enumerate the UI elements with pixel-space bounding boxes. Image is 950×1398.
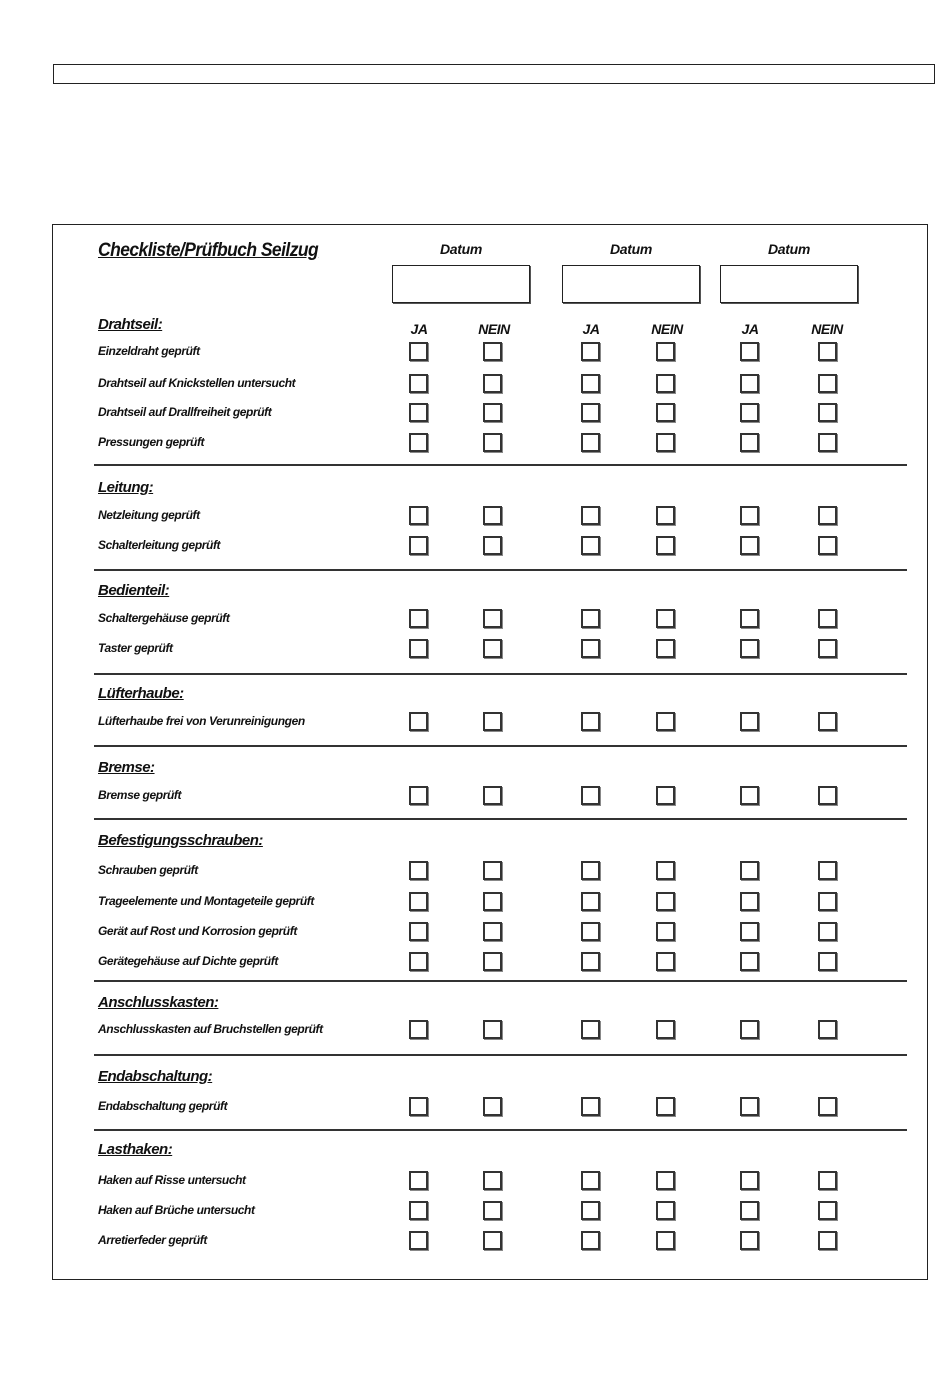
checkbox-ja-1[interactable] xyxy=(409,536,428,555)
checkbox-nein-3[interactable] xyxy=(818,952,837,971)
checkbox-nein-1[interactable] xyxy=(483,712,502,731)
checkbox-ja-1[interactable] xyxy=(409,639,428,658)
checklist-item-label: Haken auf Risse untersucht xyxy=(98,1173,246,1187)
checkbox-ja-2[interactable] xyxy=(581,712,600,731)
checkbox-nein-3[interactable] xyxy=(818,403,837,422)
header-box xyxy=(53,64,935,84)
checkbox-nein-3[interactable] xyxy=(818,861,837,880)
checkbox-nein-3[interactable] xyxy=(818,342,837,361)
checkbox-nein-2[interactable] xyxy=(656,712,675,731)
checkbox-ja-1[interactable] xyxy=(409,609,428,628)
checkbox-ja-1[interactable] xyxy=(409,892,428,911)
checkbox-ja-2[interactable] xyxy=(581,609,600,628)
section-divider xyxy=(94,464,907,466)
checkbox-ja-3[interactable] xyxy=(740,1020,759,1039)
checkbox-nein-1[interactable] xyxy=(483,1231,502,1250)
datum-field-1[interactable] xyxy=(392,265,530,303)
section-title: Anschlusskasten: xyxy=(98,994,219,1011)
checklist-item-label: Drahtseil auf Knickstellen untersucht xyxy=(98,376,296,390)
checkbox-nein-2[interactable] xyxy=(656,374,675,393)
checkbox-nein-3[interactable] xyxy=(818,506,837,525)
section-title: Bedienteil: xyxy=(98,582,170,599)
checkbox-nein-3[interactable] xyxy=(818,1231,837,1250)
checkbox-nein-3[interactable] xyxy=(818,1171,837,1190)
checkbox-nein-2[interactable] xyxy=(656,1020,675,1039)
checkbox-ja-3[interactable] xyxy=(740,1171,759,1190)
checkbox-ja-1[interactable] xyxy=(409,1171,428,1190)
checkbox-ja-1[interactable] xyxy=(409,712,428,731)
section-divider xyxy=(94,1129,907,1131)
checkbox-ja-3[interactable] xyxy=(740,433,759,452)
checklist-item-label: Schrauben geprüft xyxy=(98,863,198,877)
checkbox-nein-3[interactable] xyxy=(818,892,837,911)
section-title: Lüfterhaube: xyxy=(98,685,184,702)
checkbox-ja-1[interactable] xyxy=(409,861,428,880)
checkbox-nein-3[interactable] xyxy=(818,433,837,452)
datum-label-2: Datum xyxy=(609,241,653,257)
column-header-ja-3: JA xyxy=(741,321,759,337)
checkbox-nein-1[interactable] xyxy=(483,1171,502,1190)
checklist-item-label: Trageelemente und Montageteile geprüft xyxy=(98,894,314,908)
checklist-item-label: Pressungen geprüft xyxy=(98,435,205,449)
checkbox-nein-3[interactable] xyxy=(818,1201,837,1220)
checkbox-ja-1[interactable] xyxy=(409,922,428,941)
checkbox-nein-2[interactable] xyxy=(656,1097,675,1116)
checkbox-nein-1[interactable] xyxy=(483,1097,502,1116)
checkbox-ja-3[interactable] xyxy=(740,1097,759,1116)
checkbox-ja-3[interactable] xyxy=(740,922,759,941)
section-title: Lasthaken: xyxy=(98,1141,173,1158)
section-title: Endabschaltung: xyxy=(98,1068,213,1085)
checklist-item-label: Netzleitung geprüft xyxy=(98,508,200,522)
checkbox-ja-2[interactable] xyxy=(581,342,600,361)
column-header-ja-1: JA xyxy=(410,321,428,337)
checkbox-ja-2[interactable] xyxy=(581,433,600,452)
checkbox-ja-3[interactable] xyxy=(740,403,759,422)
checkbox-nein-1[interactable] xyxy=(483,403,502,422)
checkbox-ja-2[interactable] xyxy=(581,952,600,971)
checklist-item-label: Taster geprüft xyxy=(98,641,173,655)
checkbox-nein-2[interactable] xyxy=(656,609,675,628)
checkbox-nein-3[interactable] xyxy=(818,712,837,731)
section-title: Bremse: xyxy=(98,759,155,776)
checkbox-ja-3[interactable] xyxy=(740,861,759,880)
checkbox-nein-2[interactable] xyxy=(656,433,675,452)
checkbox-nein-1[interactable] xyxy=(483,892,502,911)
checkbox-nein-1[interactable] xyxy=(483,433,502,452)
column-header-nein-2: NEIN xyxy=(651,321,683,337)
checkbox-nein-2[interactable] xyxy=(656,1231,675,1250)
checkbox-ja-2[interactable] xyxy=(581,861,600,880)
section-divider xyxy=(94,745,907,747)
column-header-nein-1: NEIN xyxy=(478,321,510,337)
checkbox-ja-3[interactable] xyxy=(740,342,759,361)
checkbox-ja-3[interactable] xyxy=(740,506,759,525)
checkbox-nein-1[interactable] xyxy=(483,536,502,555)
checkbox-ja-2[interactable] xyxy=(581,1020,600,1039)
checkbox-ja-1[interactable] xyxy=(409,433,428,452)
checkbox-ja-1[interactable] xyxy=(409,786,428,805)
checkbox-ja-3[interactable] xyxy=(740,1231,759,1250)
checkbox-nein-2[interactable] xyxy=(656,952,675,971)
datum-field-2[interactable] xyxy=(562,265,700,303)
section-divider xyxy=(94,818,907,820)
checklist-item-label: Schaltergehäuse geprüft xyxy=(98,611,230,625)
checkbox-ja-1[interactable] xyxy=(409,374,428,393)
checkbox-ja-3[interactable] xyxy=(740,892,759,911)
checkbox-ja-3[interactable] xyxy=(740,609,759,628)
section-title: Leitung: xyxy=(98,479,154,496)
column-header-ja-2: JA xyxy=(582,321,600,337)
checkbox-nein-2[interactable] xyxy=(656,403,675,422)
checkbox-ja-2[interactable] xyxy=(581,506,600,525)
checklist-item-label: Endabschaltung geprüft xyxy=(98,1099,228,1113)
checkbox-ja-2[interactable] xyxy=(581,922,600,941)
checklist-item-label: Bremse geprüft xyxy=(98,788,182,802)
checkbox-nein-1[interactable] xyxy=(483,952,502,971)
checkbox-ja-2[interactable] xyxy=(581,1171,600,1190)
checkbox-ja-3[interactable] xyxy=(740,786,759,805)
checkbox-ja-3[interactable] xyxy=(740,536,759,555)
checklist-item-label: Arretierfeder geprüft xyxy=(98,1233,207,1247)
checkbox-nein-2[interactable] xyxy=(656,786,675,805)
section-title: Drahtseil: xyxy=(98,316,163,333)
section-divider xyxy=(94,569,907,571)
checkbox-ja-3[interactable] xyxy=(740,712,759,731)
checklist-item-label: Lüfterhaube frei von Verunreinigungen xyxy=(98,714,305,728)
checkbox-nein-2[interactable] xyxy=(656,342,675,361)
checkbox-nein-3[interactable] xyxy=(818,786,837,805)
page-title: Checkliste/Prüfbuch Seilzug xyxy=(98,240,319,261)
checkbox-ja-1[interactable] xyxy=(409,1231,428,1250)
datum-field-3[interactable] xyxy=(720,265,858,303)
checkbox-nein-1[interactable] xyxy=(483,922,502,941)
checklist-item-label: Einzeldraht geprüft xyxy=(98,344,200,358)
checkbox-nein-1[interactable] xyxy=(483,861,502,880)
checkbox-nein-2[interactable] xyxy=(656,861,675,880)
checklist-item-label: Gerät auf Rost und Korrosion geprüft xyxy=(98,924,297,938)
checkbox-nein-3[interactable] xyxy=(818,374,837,393)
checkbox-ja-1[interactable] xyxy=(409,342,428,361)
checkbox-ja-2[interactable] xyxy=(581,374,600,393)
checkbox-ja-1[interactable] xyxy=(409,952,428,971)
checkbox-ja-3[interactable] xyxy=(740,952,759,971)
checkbox-ja-1[interactable] xyxy=(409,1201,428,1220)
checklist-item-label: Drahtseil auf Drallfreiheit geprüft xyxy=(98,405,272,419)
checkbox-nein-1[interactable] xyxy=(483,786,502,805)
checkbox-ja-1[interactable] xyxy=(409,506,428,525)
checkbox-ja-1[interactable] xyxy=(409,1020,428,1039)
section-title: Befestigungsschrauben: xyxy=(98,832,263,849)
checkbox-nein-2[interactable] xyxy=(656,639,675,658)
checkbox-ja-2[interactable] xyxy=(581,536,600,555)
checkbox-ja-1[interactable] xyxy=(409,1097,428,1116)
checkbox-nein-3[interactable] xyxy=(818,536,837,555)
checkbox-ja-3[interactable] xyxy=(740,374,759,393)
checkbox-ja-2[interactable] xyxy=(581,1097,600,1116)
checkbox-nein-3[interactable] xyxy=(818,1097,837,1116)
checkbox-nein-3[interactable] xyxy=(818,639,837,658)
checkbox-ja-2[interactable] xyxy=(581,1201,600,1220)
checkbox-nein-2[interactable] xyxy=(656,892,675,911)
checkbox-nein-2[interactable] xyxy=(656,536,675,555)
checklist-item-label: Gerätegehäuse auf Dichte geprüft xyxy=(98,954,278,968)
checkbox-nein-3[interactable] xyxy=(818,1020,837,1039)
checkbox-ja-2[interactable] xyxy=(581,639,600,658)
section-divider xyxy=(94,980,907,982)
checkbox-nein-2[interactable] xyxy=(656,1201,675,1220)
checkbox-nein-1[interactable] xyxy=(483,506,502,525)
checkbox-nein-2[interactable] xyxy=(656,1171,675,1190)
checkbox-nein-2[interactable] xyxy=(656,922,675,941)
checkbox-ja-2[interactable] xyxy=(581,1231,600,1250)
section-divider xyxy=(94,1054,907,1056)
checkbox-nein-1[interactable] xyxy=(483,374,502,393)
checklist-item-label: Schalterleitung geprüft xyxy=(98,538,221,552)
checkbox-ja-2[interactable] xyxy=(581,786,600,805)
checkbox-nein-1[interactable] xyxy=(483,342,502,361)
checkbox-ja-2[interactable] xyxy=(581,892,600,911)
checkbox-ja-1[interactable] xyxy=(409,403,428,422)
column-header-nein-3: NEIN xyxy=(811,321,843,337)
checkbox-nein-1[interactable] xyxy=(483,1020,502,1039)
checkbox-ja-2[interactable] xyxy=(581,403,600,422)
checkbox-nein-3[interactable] xyxy=(818,922,837,941)
checkbox-ja-3[interactable] xyxy=(740,639,759,658)
checkbox-nein-1[interactable] xyxy=(483,609,502,628)
checkbox-ja-3[interactable] xyxy=(740,1201,759,1220)
section-divider xyxy=(94,673,907,675)
checkbox-nein-2[interactable] xyxy=(656,506,675,525)
checklist-item-label: Anschlusskasten auf Bruchstellen geprüft xyxy=(98,1022,323,1036)
datum-label-3: Datum xyxy=(767,241,811,257)
checklist-item-label: Haken auf Brüche untersucht xyxy=(98,1203,255,1217)
checkbox-nein-3[interactable] xyxy=(818,609,837,628)
checkbox-nein-1[interactable] xyxy=(483,1201,502,1220)
datum-label-1: Datum xyxy=(439,241,483,257)
checkbox-nein-1[interactable] xyxy=(483,639,502,658)
